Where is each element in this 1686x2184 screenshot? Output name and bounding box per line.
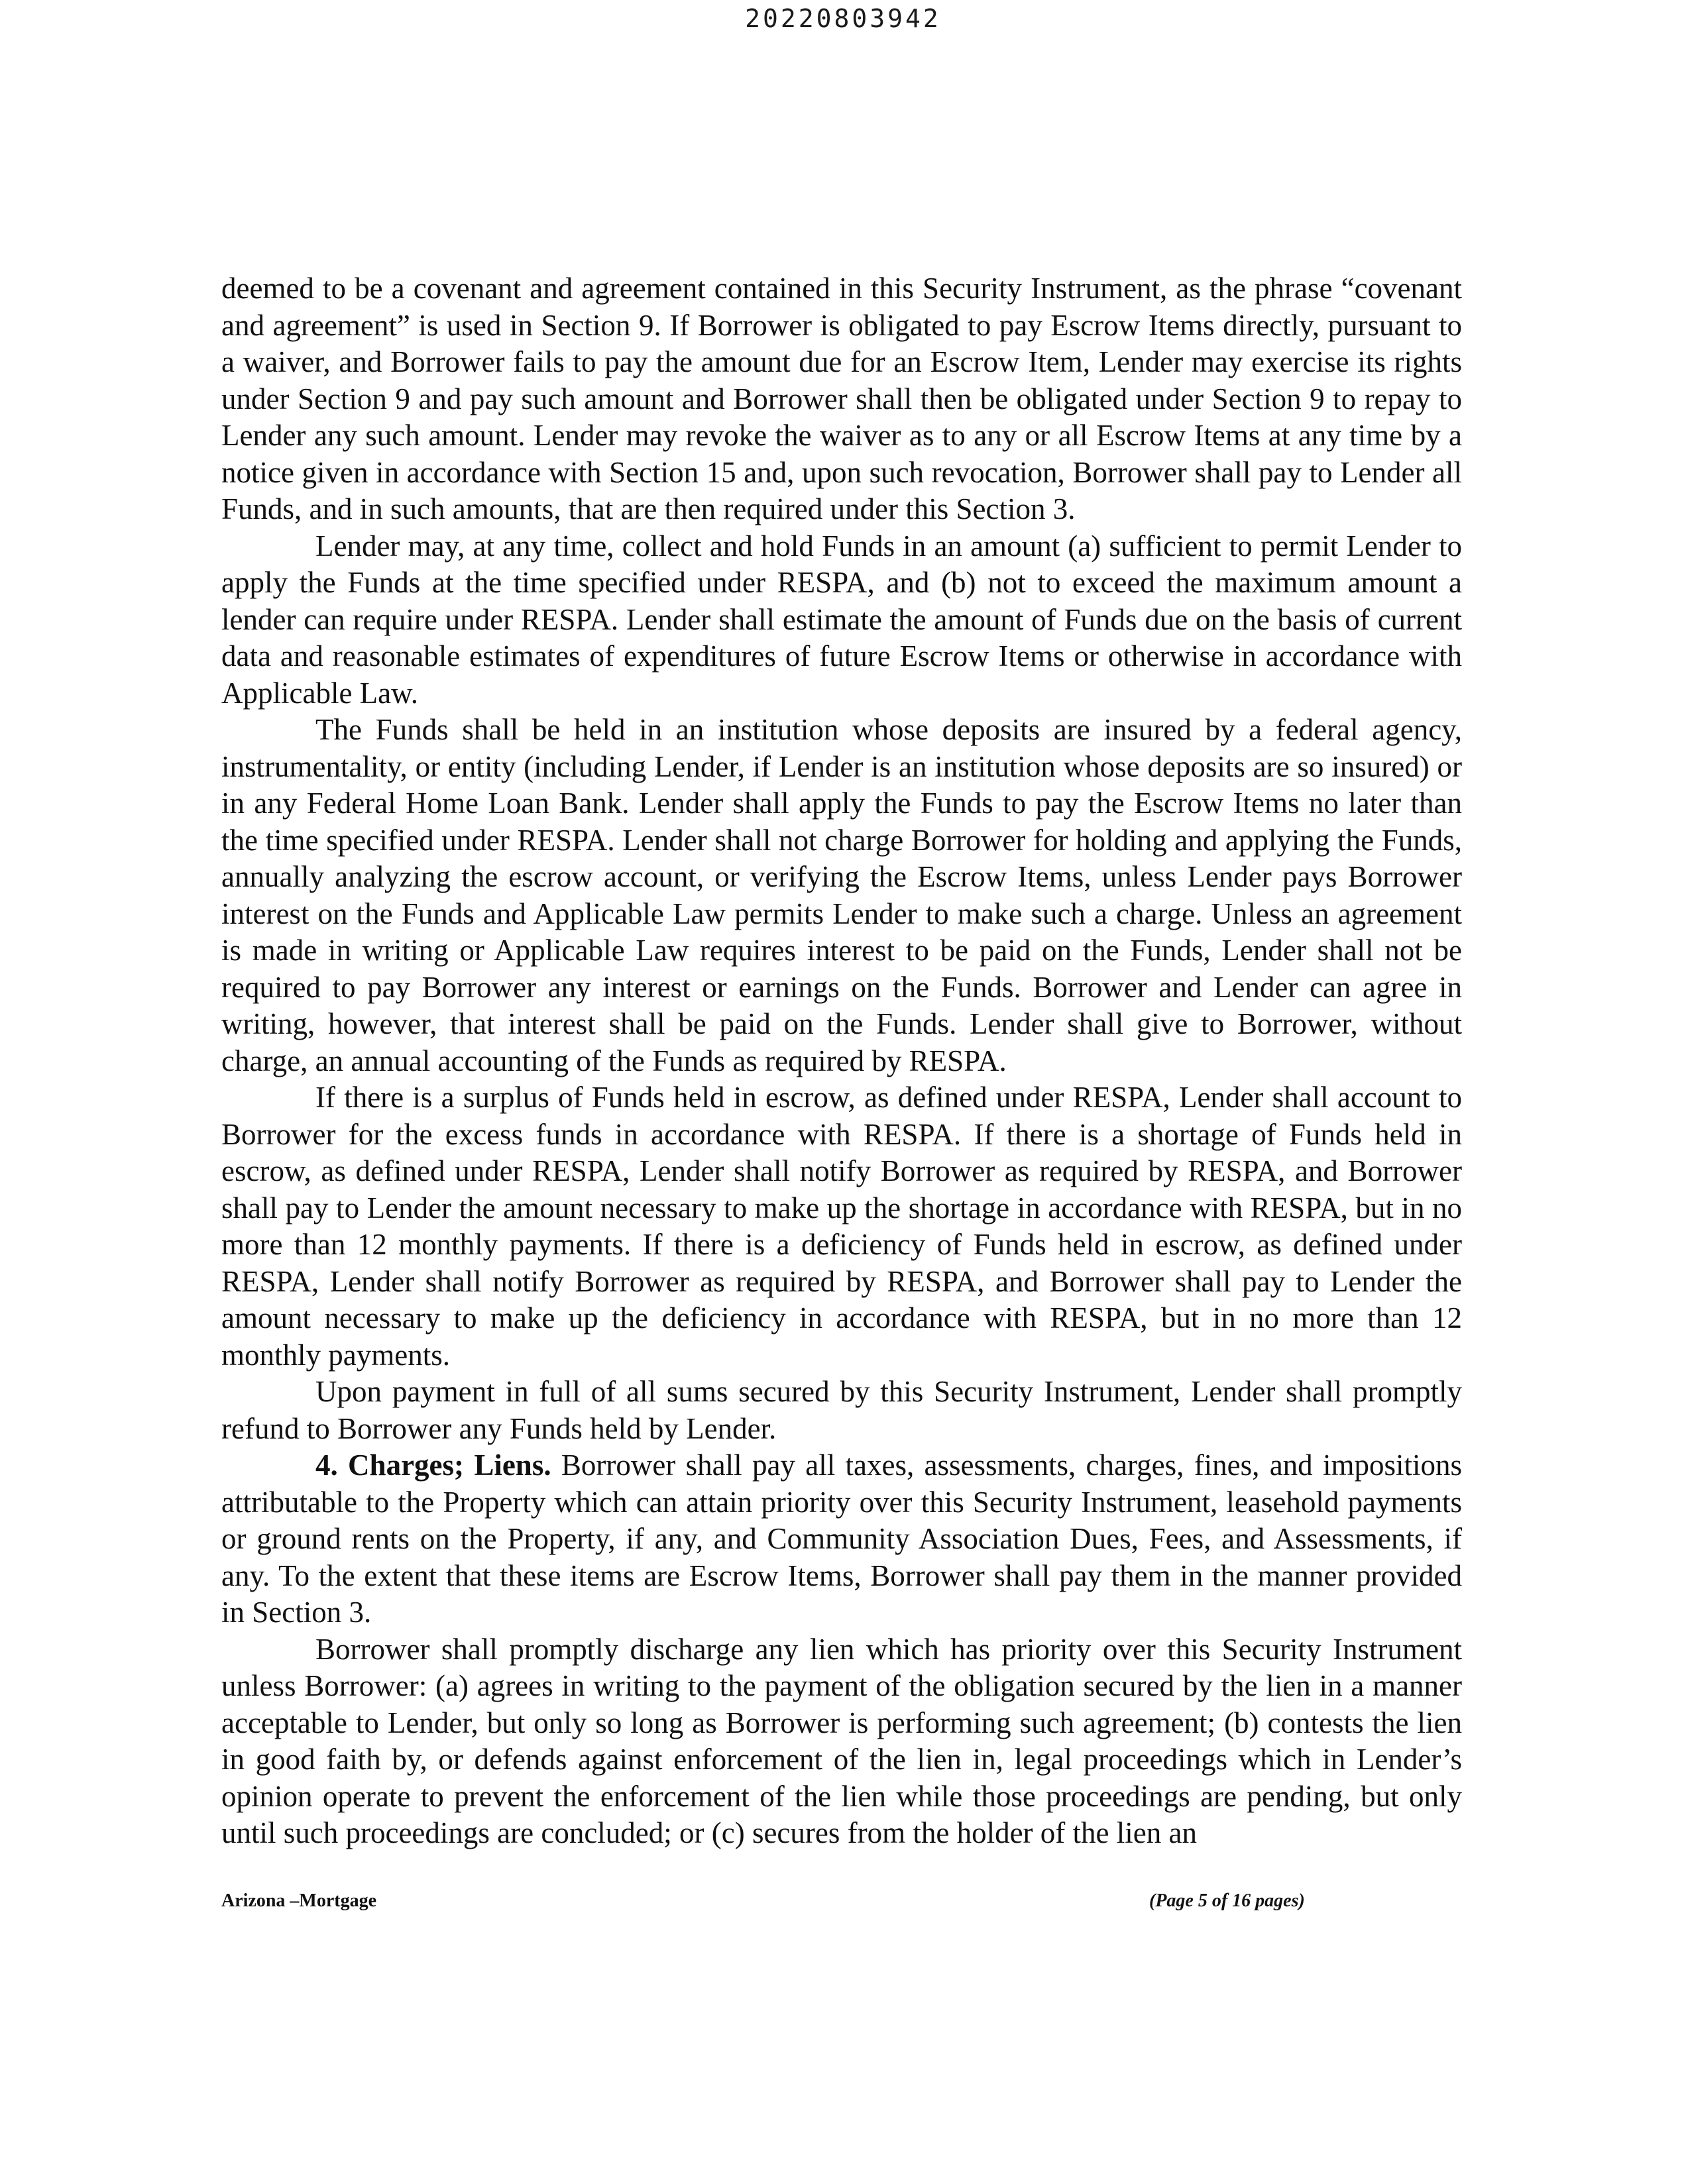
- footer-form-name: Arizona –Mortgage: [221, 1890, 377, 1911]
- section-4-heading: 4. Charges; Liens.: [315, 1448, 551, 1482]
- document-number: 20220803942: [745, 4, 941, 33]
- section-4-charges-liens: [221, 1447, 1462, 1631]
- document-body: [221, 270, 1462, 1852]
- footer-page-number: (Page 5 of 16 pages): [1149, 1890, 1305, 1911]
- paragraph-funds-held: The Funds shall be held in an institution whose deposits are insured by a federal agency, instrumentality, or entity (including Lender, if Lender is an institution whose deposits are so insured) or in any Federal Home Loan Bank. Lender shall apply the Funds to pay the Escrow Items no later than the time specified under RESPA. Lender shall not charge Borrower for holding and applying the Funds, annually analyzing the escrow account, or verifying the Escrow Items, unless Lender pays Borrower interest on the Funds and Applicable Law permits Lender to make such a charge. Unless an agreement is made in writing or Applicable Law requires interest to be paid on the Funds, Lender shall not be required to pay Borrower any interest or earnings on the Funds. Borrower and Lender can agree in writing, however, that interest shall be paid on the Funds. Lender shall give to Borrower, without charge, an annual accounting of the Funds as required by RESPA.: [221, 713, 1462, 1077]
- paragraph-refund: Upon payment in full of all sums secured by this Security Instrument, Lender shall promptly refund to Borrower any Funds held by Lender.: [221, 1375, 1462, 1445]
- paragraph-discharge-lien: Borrower shall promptly discharge any lien which has priority over this Security Instrument unless Borrower: (a) agrees in writing to the payment of the obligation secured by the lien in a manner acceptable to Lender, but only so long as Borrower is performing such agreement; (b) contests the lien in good faith by, or defends against enforcement of the lien in, legal proceedings which in Lender’s opinion operate to prevent the enforcement of the lien while those proceedings are pending, but only until such proceedings are concluded; or (c) secures from the holder of the lien an: [221, 1632, 1462, 1849]
- paragraph-collect-funds: Lender may, at any time, collect and hold Funds in an amount (a) sufficient to permit Lender to apply the Funds at the time specified under RESPA, and (b) not to exceed the maximum amount a lender can require under RESPA. Lender shall estimate the amount of Funds due on the basis of current data and reasonable estimates of expenditures of future Escrow Items or otherwise in accordance with Applicable Law.: [221, 529, 1462, 710]
- paragraph-surplus-shortage: If there is a surplus of Funds held in escrow, as defined under RESPA, Lender shall account to Borrower for the excess funds in accordance with RESPA. If there is a shortage of Funds held in escrow, as defined under RESPA, Lender shall notify Borrower as required by RESPA, and Borrower shall pay to Lender the amount necessary to make up the shortage in accordance with RESPA, but in no more than 12 monthly payments. If there is a deficiency of Funds held in escrow, as defined under RESPA, Lender shall notify Borrower as required by RESPA, and Borrower shall pay to Lender the amount necessary to make up the deficiency in accordance with RESPA, but in no more than 12 monthly payments.: [221, 1081, 1462, 1372]
- paragraph-escrow-waiver: deemed to be a covenant and agreement contained in this Security Instrument, as the phrase “covenant and agreement” is used in Section 9. If Borrower is obligated to pay Escrow Items directly, pursuant to a waiver, and Borrower fails to pay the amount due for an Escrow Item, Lender may exercise its rights under Section 9 and pay such amount and Borrower shall then be obligated under Section 9 to repay to Lender any such amount. Lender may revoke the waiver as to any or all Escrow Items at any time by a notice given in accordance with Section 15 and, upon such revocation, Borrower shall pay to Lender all Funds, and in such amounts, that are then required under this Section 3.: [221, 272, 1462, 525]
- section-4-text: Borrower shall pay all taxes, assessments, charges, fines, and impositions attributable to the Property which can attain priority over this Security Instrument, leasehold payments or ground rents on the Property, if any, and Community Association Dues, Fees, and Assessments, if any. To the extent that these items are Escrow Items, Borrower shall pay them in the manner provided in Section 3.: [221, 1448, 1463, 1629]
